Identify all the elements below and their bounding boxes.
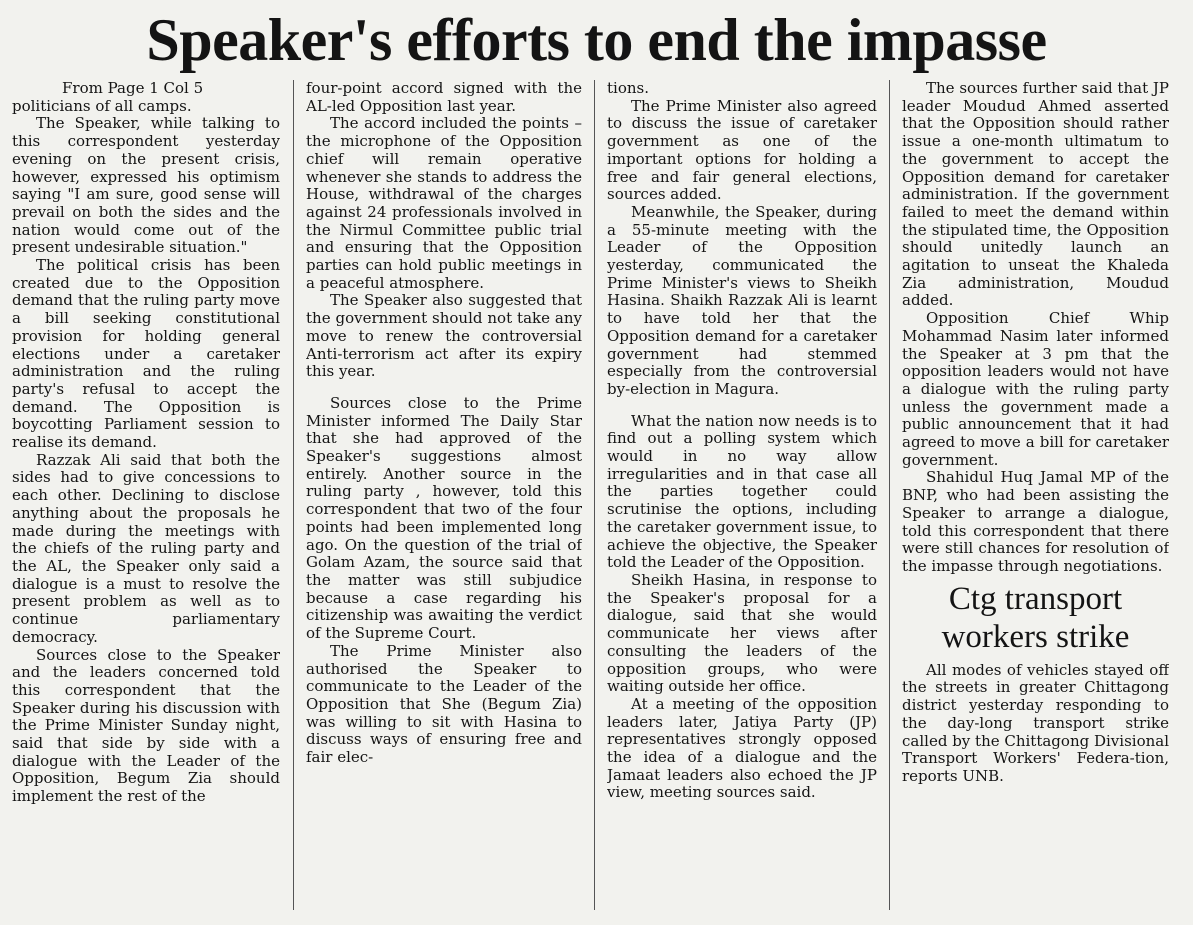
sidebar-headline-line: Ctg transport — [948, 580, 1123, 617]
paragraph: The Prime Minister also authorised the Speaker to communicate to the Leader of the Opposition that She (Begum Zia) was willing to sit with Hasina to discuss ways of ensuring free and fair elec- — [306, 641, 582, 767]
paragraph: tions. — [607, 80, 649, 97]
column-rule — [594, 80, 595, 910]
paragraph: Sources close to the Prime Minister informed The Daily Star that she had approved of the Speaker's suggestions almost entirely. Another source in the ruling party , however, told this correspondent that two of the four points had been implemented long ago. On the question of the trial of Golam Azam, the source said that the matter was still subjudice because a case regarding his citizenship was awaiting the verdict of the Supreme Court. — [306, 393, 582, 643]
paragraph: Razzak Ali said that both the sides had to give concessions to each other. Declining to disclose anything about the proposals he made during the meetings with the chiefs of the ruling party and the AL, the Speaker only said a dialogue is a must to resolve the present problem as well as to continue parliamentary democracy. — [12, 450, 280, 646]
column-1 — [12, 80, 280, 910]
column-4 — [902, 80, 1169, 910]
paragraph: Shahidul Huq Jamal MP of the BNP, who had been assisting the Speaker to arrange a dialogue, told this correspondent that there were still chances for resolution of the impasse through negotiations. — [902, 468, 1169, 575]
paragraph: The Speaker, while talking to this correspondent yesterday evening on the present crisis, however, expressed his optimism saying "I am sure, good sense will prevail on both the sides and the nation would come out of the present undesirable situation." — [12, 114, 280, 257]
paragraph: The political crisis has been created due to the Opposition demand that the ruling party move a bill seeking constitutional provision for holding general elections under a caretaker administration and the ruling party's refusal to accept the demand. The Opposition is boycotting Parliament session to realise its demand. — [12, 256, 280, 452]
sidebar-headline-line: workers strike — [941, 618, 1130, 655]
article-headline: Speaker's efforts to end the impasse — [146, 7, 1047, 73]
paragraph: politicians of all camps. — [12, 96, 192, 115]
paragraph: At a meeting of the opposition leaders later, Jatiya Party (JP) representatives strongly opposed the idea of a dialogue and the Jamaat leaders also echoed the JP view, meeting sources said. — [607, 694, 877, 802]
column-2 — [306, 80, 582, 910]
paragraph: The Prime Minister also agreed to discuss the issue of caretaker government as one of the important options for holding a free and fair general elections, sources added. — [607, 96, 877, 204]
sidebar-headline — [902, 580, 1169, 656]
column-rule — [293, 80, 294, 910]
paragraph: Opposition Chief Whip Mohammad Nasim later informed the Speaker at 3 pm that the opposition leaders would not have a dialogue with the ruling party unless the government made a public announcement that it had agreed to move a bill for caretaker government. — [902, 309, 1169, 469]
continuation-line: From Page 1 Col 5 — [62, 80, 204, 97]
column-3 — [607, 80, 877, 910]
paragraph: The Speaker also suggested that the government should not take any move to renew the controversial Anti-terrorism act after its expiry this year. — [306, 291, 582, 381]
paragraph: Meanwhile, the Speaker, during a 55-minute meeting with the Leader of the Opposition yesterday, communicated the Prime Minister's views to Sheikh Hasina. Shaikh Razzak Ali is learnt to have told her that the Opposition demand for a caretaker government had stemmed especially from the controversial by-election in Magura. — [607, 202, 877, 398]
paragraph: The sources further said that JP leader Moudud Ahmed asserted that the Opposition should rather issue a one-month ultimatum to the government to accept the Opposition demand for caretaker administration. If the government failed to meet the demand within the stipulated time, the Opposition should unitedly launch an agitation to unseat the Khaleda Zia administration, Moudud added. — [902, 80, 1169, 310]
paragraph: What the nation now needs is to find out a polling system which would in no way allow irregularities and in that case all the parties together could scrutinise the options, including the caretaker government issue, to achieve the objective, the Speaker told the Leader of the Opposition. — [607, 411, 877, 572]
paragraph: Sources close to the Speaker and the leaders concerned told this correspondent that the Speaker during his discussion with the Prime Minister Sunday night, said that side by side with a dialogue with the Leader of the Opposition, Begum Zia should implement the rest of the — [12, 645, 280, 806]
sidebar-body: All modes of vehicles stayed off the streets in greater Chittagong district yesterday responding to the day-long transport strike called by the Chittagong Divisional Transport Workers' Federa-tion, reports UNB. — [902, 660, 1169, 785]
column-rule — [889, 80, 890, 910]
paragraph: four-point accord signed with the AL-led Opposition last year. — [306, 80, 582, 115]
paragraph: Sheikh Hasina, in response to the Speaker's proposal for a dialogue, said that she would communicate her views after consulting the leaders of the opposition groups, who were waiting outside her office. — [607, 570, 877, 696]
paragraph: The accord included the points – the microphone of the Opposition chief will remain operative whenever she stands to address the House, withdrawal of the charges against 24 professionals involved in the Nirmul Committee public trial and ensuring that the Opposition parties can hold public meetings in a peaceful atmosphere. — [306, 114, 582, 292]
